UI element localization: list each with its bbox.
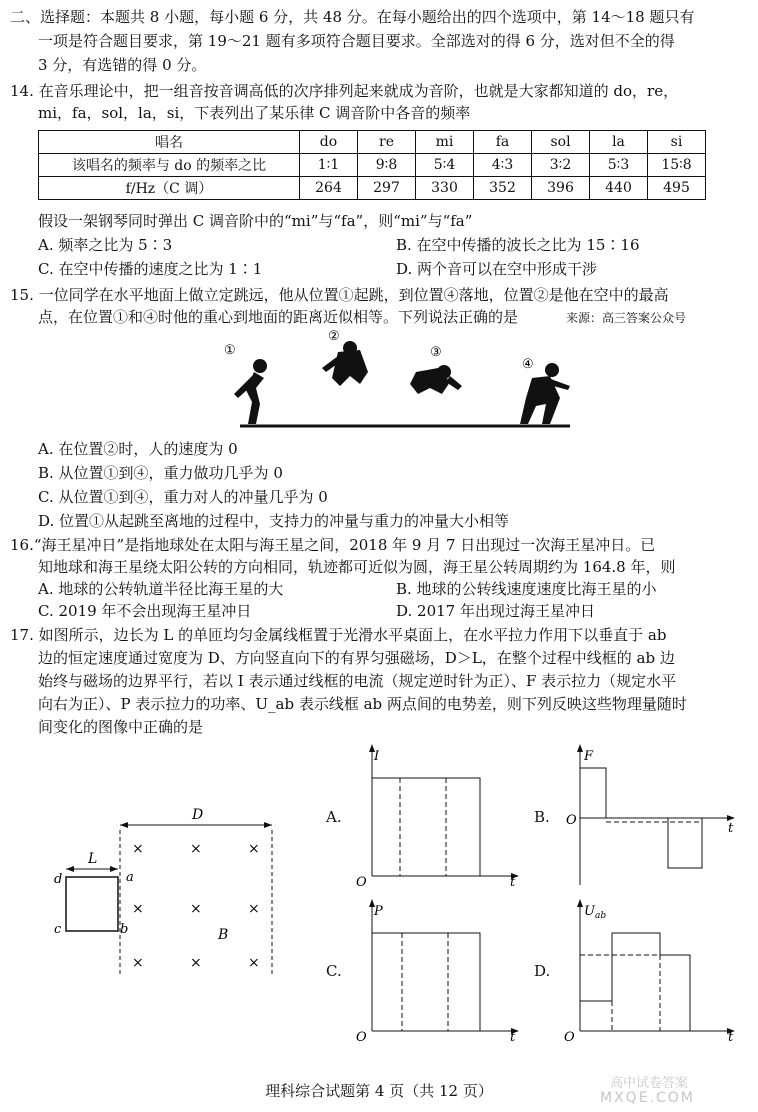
table-cell: 440 [590, 177, 648, 200]
power-curve [372, 933, 480, 1031]
q17-line-4: 向右为正）、P 表示拉力的功率、U_ab 表示线框 ab 两点间的电势差，则下列反映这些物理量随时 [38, 695, 687, 713]
section-line-3: 3 分，有选错的得 0 分。 [38, 56, 207, 74]
axis-label-f: F [584, 749, 594, 764]
jumper-position-4 [520, 363, 570, 424]
q15-option-c: C. 从位置①到④，重力对人的冲量几乎为 0 [38, 488, 328, 506]
table-cell: f/Hz（C 调） [39, 177, 300, 200]
force-curve-positive [580, 768, 606, 818]
q14-line-1: 14. 在音乐理论中，把一组音按音调高低的次序排列起来就成为音阶，也就是大家都知道的 do，re， [10, 82, 679, 100]
q15-option-a: A. 在位置②时，人的速度为 0 [38, 440, 238, 458]
graph-a-option: A. [326, 808, 342, 826]
axis-label-t: t [728, 821, 734, 836]
graph-b-option: B. [534, 808, 550, 826]
jumper-position-1 [234, 359, 267, 424]
table-cell: 330 [416, 177, 474, 200]
q16-option-d: D. 2017 年出现过海王星冲日 [396, 602, 595, 620]
table-cell: 唱名 [39, 131, 300, 154]
q16-line-1: 16.“海王星冲日”是指地球处在太阳与海王星之间，2018 年 9 月 7 日出现过一次海王星冲日。已 [10, 536, 656, 554]
section-line-1: 二、选择题：本题共 8 小题，每小题 6 分，共 48 分。在每小题给出的四个选项中，第 14～18 题只有 [10, 8, 695, 26]
current-curve [372, 778, 480, 876]
axis-label-t: t [728, 1030, 734, 1045]
voltage-curve [580, 933, 690, 1031]
q17-line-5: 间变化的图像中正确的是 [38, 718, 204, 736]
force-dashed-lines [580, 818, 702, 822]
power-dashed-lines [402, 933, 448, 1031]
q15-line-2: 点，在位置①和④时他的重心到地面的距离近似相等。下列说法正确的是 [38, 308, 519, 326]
field-cross: × [190, 901, 202, 917]
table-cell: mi [416, 131, 474, 154]
table-cell: 495 [648, 177, 706, 200]
field-cross: × [190, 841, 202, 857]
graph-b [562, 740, 742, 890]
field-cross: × [190, 955, 202, 971]
position-label-4: ④ [522, 357, 534, 372]
table-cell: 9∶8 [358, 154, 416, 177]
table-cell: 3∶2 [532, 154, 590, 177]
q15-source-note: 来源：高三答案公众号 [566, 311, 687, 325]
graph-a [354, 740, 529, 890]
field-crosses [132, 841, 260, 971]
q17-line-2: 边的恒定速度通过宽度为 D、方向竖直向下的有界匀强磁场，D＞L，在整个过程中线框的 ab 边 [38, 649, 675, 667]
axis-label-u: $U_{ab}$ [584, 904, 607, 921]
field-cross: × [132, 901, 144, 917]
axis-label-i: I [374, 749, 380, 764]
label-b: b [120, 922, 129, 937]
table-cell: 该唱名的频率与 do 的频率之比 [39, 154, 300, 177]
table-cell: 297 [358, 177, 416, 200]
long-jump-figure [210, 328, 580, 438]
field-cross: × [248, 901, 260, 917]
square-wire-frame [66, 877, 118, 931]
voltage-dashed-lines [580, 955, 660, 1031]
axis-label-t: t [510, 875, 516, 890]
q17-line-3: 始终与磁场的边界平行，若以 I 表示通过线框的电流（规定逆时针为正）、F 表示拉力（规定水平 [38, 672, 677, 690]
section-line-2: 一项是符合题目要求，第 19～21 题有多项符合题目要求。全部选对的得 6 分，选对但不全的得 [38, 32, 675, 50]
q15-option-d: D. 位置①从起跳至离地的过程中，支持力的冲量与重力的冲量大小相等 [38, 512, 510, 530]
label-d: D [192, 807, 204, 823]
q14-option-c: C. 在空中传播的速度之比为 1∶1 [38, 260, 263, 278]
origin-label: O [564, 1030, 575, 1045]
q16-option-a: A. 地球的公转轨道半径比海王星的大 [38, 580, 284, 598]
label-d-corner: d [54, 872, 63, 887]
page-footer: 理科综合试题第 4 页（共 12 页） [265, 1082, 493, 1100]
table-cell: si [648, 131, 706, 154]
q15-option-b: B. 从位置①到④，重力做功几乎为 0 [38, 464, 283, 482]
table-cell: sol [532, 131, 590, 154]
table-cell: fa [474, 131, 532, 154]
table-row [39, 131, 706, 154]
current-dashed-lines [400, 778, 446, 876]
q14-option-b: B. 在空中传播的波长之比为 15∶16 [396, 236, 640, 254]
force-curve-negative [668, 818, 702, 868]
table-row [39, 154, 706, 177]
graph-c-option: C. [326, 962, 342, 980]
watermark-url: MXQE.COM [600, 1090, 695, 1106]
table-cell: 264 [300, 177, 358, 200]
label-l: L [88, 851, 98, 867]
q16-option-c: C. 2019 年不会出现海王星冲日 [38, 602, 252, 620]
table-cell: do [300, 131, 358, 154]
label-field-b: B [218, 927, 229, 943]
field-cross: × [248, 955, 260, 971]
q14-option-d: D. 两个音可以在空中形成干涉 [396, 260, 598, 278]
table-cell: 5∶4 [416, 154, 474, 177]
q14-stem: 假设一架钢琴同时弹出 C 调音阶中的“mi”与“fa”，则“mi”与“fa” [38, 212, 473, 230]
position-label-3: ③ [430, 345, 442, 360]
field-cross: × [248, 841, 260, 857]
q16-option-b: B. 地球的公转线速度速度比海王星的小 [396, 580, 657, 598]
table-cell: 4∶3 [474, 154, 532, 177]
table-row [39, 177, 706, 200]
field-cross: × [132, 955, 144, 971]
jumper-position-3 [410, 365, 462, 394]
table-cell: 15∶8 [648, 154, 706, 177]
origin-label: O [356, 1030, 367, 1045]
label-c: c [54, 922, 62, 937]
q14-line-2: mi，fa，sol，la，si，下表列出了某乐律 C 调音阶中各音的频率 [38, 104, 471, 122]
table-cell: 5∶3 [590, 154, 648, 177]
origin-label: O [356, 875, 367, 890]
graph-c [354, 895, 529, 1045]
graph-d [562, 895, 742, 1045]
q15-line-1: 15. 一位同学在水平地面上做立定跳远，他从位置①起跳，到位置④落地，位置②是他在空中的最高 [10, 286, 669, 304]
position-label-2: ② [328, 329, 340, 344]
frequency-table [38, 130, 706, 200]
jumper-position-2 [322, 341, 368, 386]
field-cross: × [132, 841, 144, 857]
watermark-text: 高中试卷答案 [610, 1076, 689, 1091]
q14-option-a: A. 频率之比为 5∶3 [38, 236, 173, 254]
axis-label-p: P [374, 904, 383, 919]
graph-d-option: D. [534, 962, 551, 980]
q17-line-1: 17. 如图所示，边长为 L 的单匝均匀金属线框置于光滑水平桌面上，在水平拉力作用下以垂直于 ab [10, 626, 667, 644]
table-cell: la [590, 131, 648, 154]
position-label-1: ① [224, 343, 236, 358]
frame-field-diagram [50, 805, 290, 985]
origin-label: O [566, 813, 577, 828]
table-cell: 352 [474, 177, 532, 200]
q16-line-2: 知地球和海王星绕太阳公转的方向相同，轨迹都可近似为圆，海王星公转周期约为 164.8 年，则 [38, 558, 676, 576]
table-cell: re [358, 131, 416, 154]
label-a: a [126, 870, 134, 885]
table-cell: 1∶1 [300, 154, 358, 177]
table-cell: 396 [532, 177, 590, 200]
axis-label-t: t [510, 1030, 516, 1045]
